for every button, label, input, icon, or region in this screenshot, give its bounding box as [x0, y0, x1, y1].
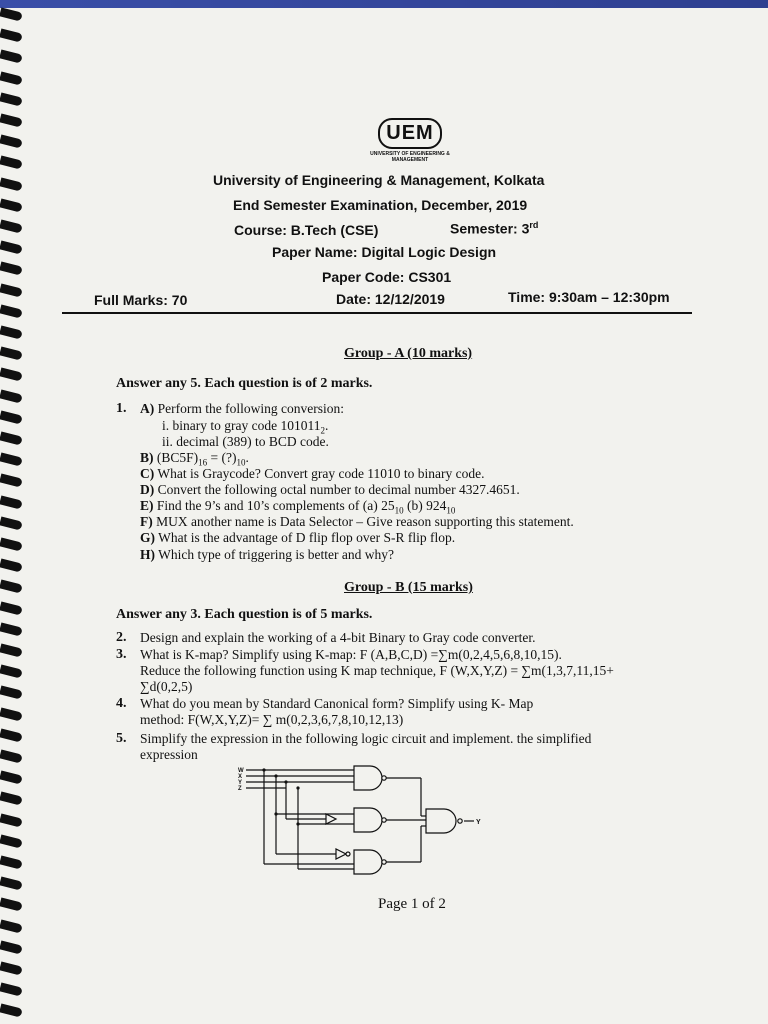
question-3-number: 3.	[116, 647, 127, 662]
question-2-number: 2.	[116, 630, 127, 645]
exam-title: End Semester Examination, December, 2019	[233, 197, 528, 213]
binding-ring	[0, 347, 23, 361]
binding-ring	[0, 410, 23, 424]
question-2: Design and explain the working of a 4-bit Binary to Gray code converter.	[140, 630, 536, 645]
question-1a-i: i. binary to gray code $101011_2$.	[162, 418, 329, 436]
question-1b: B) $(BC5F)_{16}$ = $(?)_{10}$.	[140, 450, 249, 468]
binding-ring	[0, 749, 23, 763]
binding-ring	[0, 601, 23, 615]
binding-ring	[0, 177, 23, 191]
binding-ring	[0, 834, 23, 848]
header-divider	[62, 312, 692, 314]
binding-ring	[0, 389, 23, 403]
semester: Semester: 3rd	[450, 220, 539, 237]
question-4-line-2: method: F(W,X,Y,Z)= ∑ m(0,2,3,6,7,8,10,12,13)	[140, 712, 404, 727]
binding-ring	[0, 580, 23, 594]
binding-ring	[0, 537, 23, 551]
binding-ring	[0, 325, 23, 339]
binding-ring	[0, 961, 23, 975]
question-1a-ii: ii. decimal (389) to BCD code.	[162, 434, 329, 449]
binding-ring	[0, 156, 23, 170]
binding-ring	[0, 368, 23, 382]
question-3-line-3: ∑d(0,2,5)	[140, 679, 193, 694]
binding-ring	[0, 71, 23, 85]
question-1c: C) What is Graycode? Convert gray code 11010 to binary code.	[140, 466, 485, 481]
full-marks: Full Marks: 70	[94, 292, 188, 308]
group-b-title: Group - B (15 marks)	[344, 580, 473, 595]
not-gate-1	[326, 814, 336, 824]
binding-ring	[0, 940, 23, 954]
binding-ring	[0, 559, 23, 573]
page-number: Page 1 of 2	[378, 896, 446, 912]
nand-gate-output	[426, 809, 456, 833]
binding-ring	[0, 728, 23, 742]
group-b-instruction: Answer any 3. Each question is of 5 marks.	[116, 607, 373, 622]
binding-ring	[0, 622, 23, 636]
binding-ring	[0, 431, 23, 445]
input-label-x: X	[238, 774, 243, 780]
binding-ring	[0, 474, 23, 488]
binding-ring	[0, 50, 23, 64]
logic-circuit-diagram	[236, 764, 486, 884]
question-5-number: 5.	[116, 731, 127, 746]
question-4-number: 4.	[116, 696, 127, 711]
binding-ring	[0, 7, 23, 21]
binding-ring	[0, 643, 23, 657]
input-label-w: W	[238, 768, 244, 774]
spiral-binding	[0, 0, 24, 1024]
nand-gate-middle	[354, 808, 382, 832]
question-1f: F) MUX another name is Data Selector – Give reason supporting this statement.	[140, 514, 574, 529]
binding-ring	[0, 686, 23, 700]
question-3-line-1: What is K-map? Simplify using K-map: F (A,B,C,D) =∑m(0,2,4,5,6,8,10,15).	[140, 647, 562, 662]
university-logo	[352, 118, 468, 178]
binding-ring	[0, 29, 23, 43]
nand-gate-bottom	[354, 850, 382, 874]
logo-subtitle: UNIVERSITY OF ENGINEERING & MANAGEMENT	[370, 151, 450, 163]
university-name: University of Engineering & Management, Kolkata	[213, 172, 545, 188]
binding-ring	[0, 1004, 23, 1018]
question-1h: H) Which type of triggering is better and why?	[140, 547, 394, 562]
binding-ring	[0, 113, 23, 127]
output-label: Y	[476, 819, 481, 826]
input-label-y: Y	[238, 780, 243, 786]
paper-name: Paper Name: Digital Logic Design	[272, 244, 497, 260]
binding-ring	[0, 198, 23, 212]
binding-ring	[0, 919, 23, 933]
question-1g: G) What is the advantage of D flip flop over S-R flip flop.	[140, 530, 456, 545]
binding-ring	[0, 855, 23, 869]
question-5-line-1: Simplify the expression in the following logic circuit and implement. the simplified	[140, 731, 592, 746]
paper-code: Paper Code: CS301	[322, 269, 452, 285]
exam-date: Date: 12/12/2019	[336, 291, 445, 307]
binding-ring	[0, 219, 23, 233]
question-1e: E) Find the 9’s and 10’s complements of (a) $25_{10}$ (b) $924_{10}$	[140, 498, 456, 516]
question-1d: D) Convert the following octal number to decimal number 4327.4651.	[140, 482, 520, 497]
binding-ring	[0, 877, 23, 891]
binding-ring	[0, 707, 23, 721]
binding-ring	[0, 92, 23, 106]
input-label-z: Z	[238, 786, 242, 792]
exam-time: Time: 9:30am – 12:30pm	[508, 289, 670, 305]
logo-text: UEM	[378, 118, 441, 149]
binding-ring	[0, 665, 23, 679]
question-1a: A) Perform the following conversion:	[140, 401, 344, 416]
binding-ring	[0, 516, 23, 530]
binding-ring	[0, 495, 23, 509]
binding-ring	[0, 898, 23, 912]
binding-ring	[0, 813, 23, 827]
course: Course: B.Tech (CSE)	[234, 222, 379, 238]
not-gate-2	[336, 849, 346, 859]
nand-gate-top	[354, 766, 382, 790]
binding-ring	[0, 304, 23, 318]
top-edge-strip	[0, 0, 768, 8]
binding-ring	[0, 771, 23, 785]
question-3-line-2: Reduce the following function using K map technique, F (W,X,Y,Z) = ∑m(1,3,7,11,15+	[140, 663, 614, 678]
group-a-instruction: Answer any 5. Each question is of 2 marks.	[116, 376, 373, 391]
group-a-title: Group - A (10 marks)	[344, 346, 473, 361]
binding-ring	[0, 453, 23, 467]
question-5-line-2: expression	[140, 747, 198, 762]
question-1-number: 1.	[116, 401, 127, 416]
binding-ring	[0, 241, 23, 255]
binding-ring	[0, 262, 23, 276]
question-4-line-1: What do you mean by Standard Canonical form? Simplify using K- Map	[140, 696, 534, 711]
binding-ring	[0, 792, 23, 806]
binding-ring	[0, 135, 23, 149]
not-gate-2-bubble	[346, 852, 350, 856]
binding-ring	[0, 283, 23, 297]
binding-ring	[0, 983, 23, 997]
